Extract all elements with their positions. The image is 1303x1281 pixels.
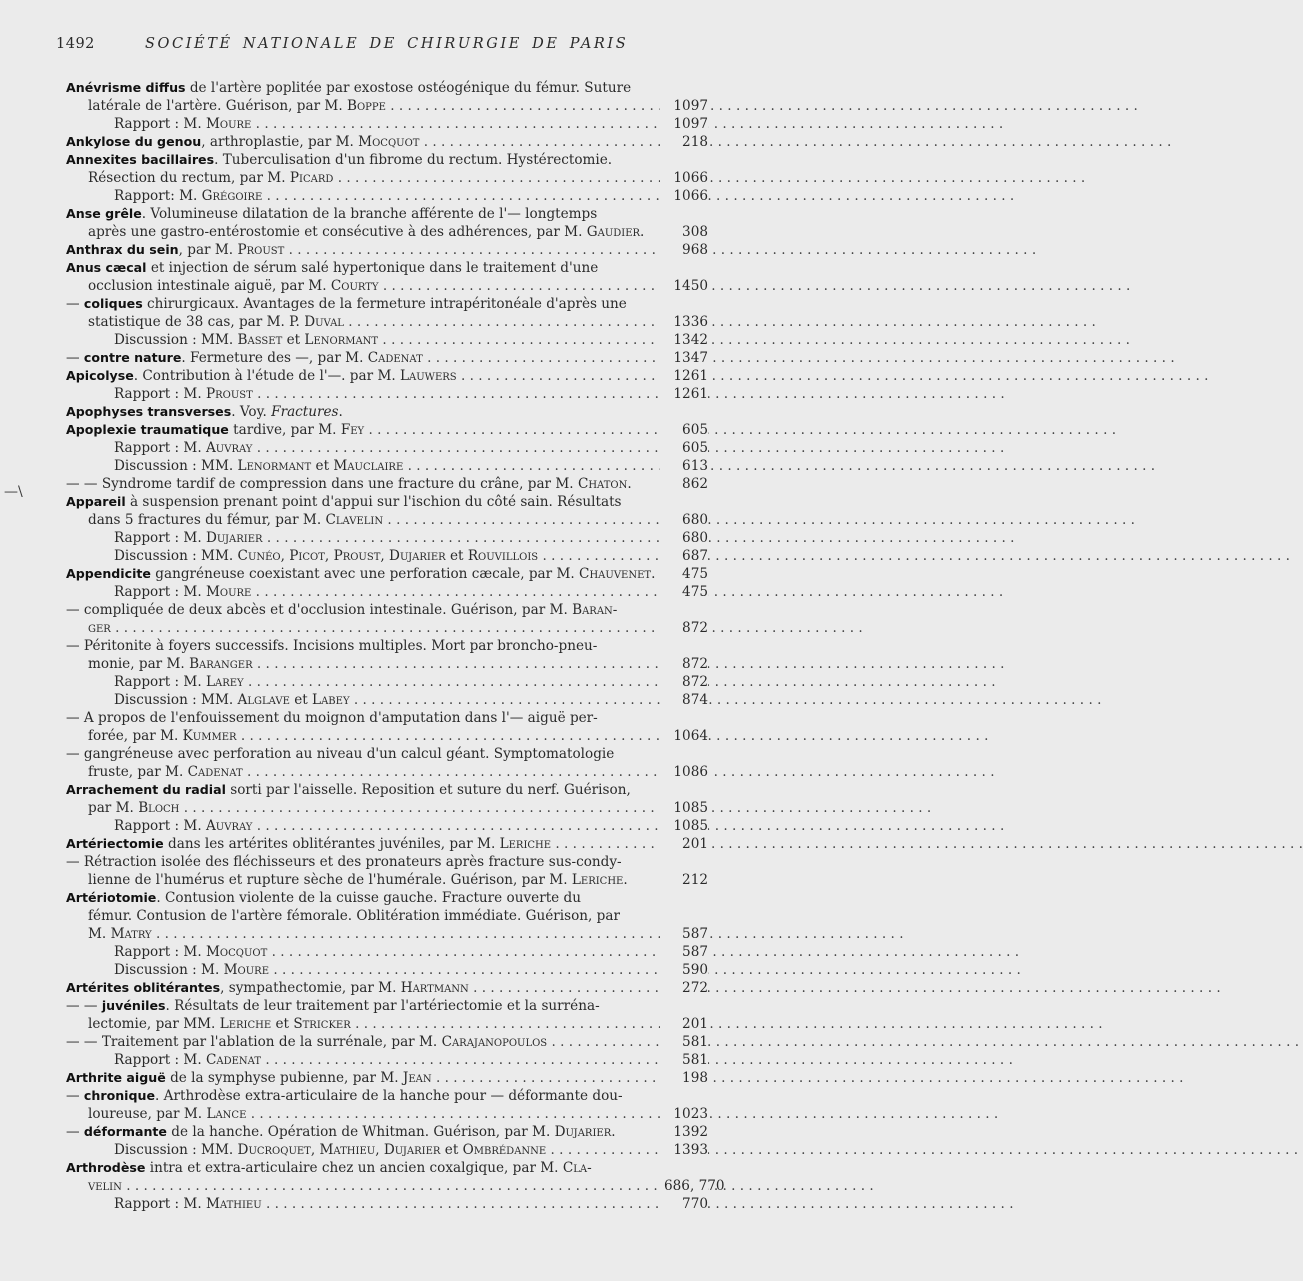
entry-text: monie, par M.: [88, 656, 190, 672]
entry-text: Discussion : MM.: [114, 332, 238, 348]
index-entry: [66, 205, 708, 241]
entry-keyword: Apoplexie traumatique: [66, 422, 229, 437]
entry-keyword: Annexites bacillaires: [66, 152, 215, 167]
entry-line: [66, 655, 708, 673]
entry-line: [66, 817, 708, 835]
index-entry: [66, 349, 708, 367]
author-name: Labey: [312, 692, 350, 708]
entry-keyword: coliques: [83, 296, 143, 311]
author-name: velin: [88, 1178, 122, 1194]
author-name: Basset: [237, 332, 283, 348]
author-name: Chaton: [577, 476, 628, 492]
entry-keyword: Anse grêle: [66, 206, 142, 221]
entry-line: [66, 331, 708, 349]
entry-text: — Rétraction isolée des fléchisseurs et des pronateurs après fracture sus-condy-: [66, 854, 622, 870]
entry-keyword: Appareil: [66, 494, 126, 509]
author-name: Dujarier: [205, 530, 263, 546]
author-name: Leriche: [499, 836, 552, 852]
entry-text: dans 5 fractures du fémur, par M.: [88, 512, 326, 528]
entry-text: Résection du rectum, par M.: [88, 170, 290, 186]
entry-text: fémur. Contusion de l'artère fémorale. Oblitération immédiate. Guérison, par: [88, 908, 620, 924]
entry-text: ,: [310, 1142, 320, 1158]
entry-text: Rapport : M.: [114, 818, 206, 834]
author-name: Clavelin: [325, 512, 384, 528]
entry-keyword: Artériectomie: [66, 836, 164, 851]
author-name: Kummer: [182, 728, 237, 744]
author-name: Lance: [206, 1106, 247, 1122]
entry-keyword: Arthrodèse: [66, 1160, 146, 1175]
entry-text: Fractures: [271, 404, 339, 420]
entry-text: —: [66, 1124, 84, 1140]
entry-text: lienne de l'humérus et rupture sèche de l'humérale. Guérison, par M.: [88, 872, 572, 888]
page-reference: 1064: [660, 727, 708, 745]
entry-line: [66, 709, 708, 727]
author-name: Courty: [330, 278, 379, 294]
entry-keyword: juvéniles: [101, 998, 166, 1013]
page-reference: 1261: [660, 367, 708, 385]
entry-text: . Résultats de leur traitement par l'artériectomie et la surréna-: [165, 998, 600, 1014]
entry-text: . Arthrodèse extra-articulaire de la hanche pour — déformante dou-: [155, 1088, 623, 1104]
author-name: Cadenat: [367, 350, 423, 366]
author-name: Proust: [237, 242, 285, 258]
entry-line: [66, 853, 708, 871]
entry-text: — gangréneuse avec perforation au niveau d'un calcul géant. Symptomatologie: [66, 746, 615, 762]
author-name: Baranger: [189, 656, 253, 672]
page-reference: 212: [660, 871, 708, 889]
entry-text: Rapport : M.: [114, 1196, 206, 1212]
page-reference: 872: [660, 619, 708, 637]
index-entries: [66, 79, 725, 1213]
author-name: Bloch: [138, 800, 180, 816]
entry-text: Discussion : MM.: [114, 1142, 238, 1158]
page-reference: 862: [660, 475, 708, 493]
page-reference: 874: [660, 691, 708, 709]
entry-text: et: [282, 332, 305, 348]
entry-text: dans les artérites oblitérantes juvéniles, par M.: [163, 836, 500, 852]
entry-keyword: Anévrisme diffus: [66, 80, 186, 95]
page-reference: 687: [660, 547, 708, 565]
entry-text: et: [289, 692, 313, 708]
entry-line: [66, 943, 708, 961]
entry-line: [66, 673, 708, 691]
page-reference: 198: [660, 1069, 708, 1087]
entry-text: loureuse, par M.: [88, 1106, 207, 1122]
entry-text: et: [271, 1016, 294, 1032]
margin-annotation: —\: [4, 484, 23, 500]
entry-text: — —: [66, 998, 102, 1014]
entry-text: Rapport : M.: [114, 386, 206, 402]
entry-line: [66, 169, 708, 187]
page-reference: 770: [660, 1195, 708, 1213]
entry-text: gangréneuse coexistant avec une perforation cæcale, par M.: [150, 566, 580, 582]
entry-keyword: Arthrite aiguë: [66, 1070, 166, 1085]
entry-text: ,: [380, 548, 390, 564]
entry-text: .: [640, 224, 645, 240]
entry-keyword: déformante: [83, 1124, 167, 1139]
entry-text: Rapport : M.: [114, 116, 206, 132]
entry-text: occlusion intestinale aiguë, par M.: [88, 278, 331, 294]
entry-text: ,: [375, 1142, 384, 1158]
index-entry: [66, 151, 708, 205]
author-name: ger: [88, 620, 111, 636]
entry-text: . Contribution à l'étude de l'—. par M.: [133, 368, 400, 384]
page-reference: 1086: [660, 763, 708, 781]
entry-line: [66, 151, 708, 169]
index-entry: [66, 889, 708, 979]
entry-text: .: [623, 872, 628, 888]
entry-line: [66, 1087, 708, 1105]
index-entry: [66, 241, 708, 259]
author-name: Ombrédanne: [462, 1142, 547, 1158]
page-reference: 1450: [660, 277, 708, 295]
entry-line: [66, 439, 708, 457]
entry-line: [66, 493, 708, 511]
author-name: Mathieu: [319, 1142, 376, 1158]
entry-text: statistique de 38 cas, par M. P.: [88, 314, 305, 330]
page-reference: 201: [660, 835, 708, 853]
author-name: Baran-: [572, 602, 618, 618]
entry-line: [66, 799, 708, 817]
author-name: Lenormant: [304, 332, 379, 348]
entry-line: [66, 133, 708, 151]
entry-line: [66, 385, 708, 403]
author-name: Boppe: [346, 98, 386, 114]
entry-keyword: Appendicite: [66, 566, 151, 581]
entry-keyword: Ankylose du genou: [66, 134, 202, 149]
entry-text: latérale de l'artère. Guérison, par M.: [88, 98, 347, 114]
entry-text: de la symphyse pubienne, par M.: [165, 1070, 403, 1086]
author-name: Picot: [289, 548, 325, 564]
entry-text: . Tuberculisation d'un fibrome du rectum. Hystérectomie.: [214, 152, 613, 168]
index-entry: [66, 79, 708, 133]
entry-line: [66, 997, 708, 1015]
page-reference: 201: [660, 1015, 708, 1033]
index-entry: [66, 421, 708, 493]
page-reference: 613: [660, 457, 708, 475]
entry-line: [66, 97, 708, 115]
index-entry: [66, 367, 708, 403]
entry-text: Discussion : MM.: [114, 692, 238, 708]
author-name: Cadenat: [187, 764, 243, 780]
author-name: Moure: [223, 962, 269, 978]
entry-text: . Contusion violente de la cuisse gauche. Fracture ouverte du: [156, 890, 581, 906]
page-reference: 1347: [660, 349, 708, 367]
entry-text: de l'artère poplitée par exostose ostéogénique du fémur. Suture: [185, 80, 632, 96]
entry-text: Rapport : M.: [114, 1052, 206, 1068]
entry-text: et: [311, 458, 334, 474]
page-reference: 308: [660, 223, 708, 241]
entry-line: [66, 1141, 708, 1159]
entry-text: ,: [280, 548, 290, 564]
entry-line: [66, 187, 708, 205]
entry-keyword: Anthrax du sein: [66, 242, 179, 257]
entry-line: [66, 259, 708, 277]
author-name: Duval: [304, 314, 344, 330]
entry-text: ,: [324, 548, 334, 564]
entry-keyword: Artérites oblitérantes: [66, 980, 221, 995]
index-entry: [66, 259, 708, 295]
author-name: Moure: [205, 584, 252, 600]
index-entry: [66, 133, 708, 151]
page-reference: 686, 770: [660, 1177, 708, 1195]
entry-text: Rapport : M.: [114, 530, 206, 546]
entry-line: [66, 763, 708, 781]
entry-line: [66, 295, 708, 313]
author-name: Dujarier: [389, 548, 446, 564]
author-name: Ducroquet: [237, 1142, 311, 1158]
entry-text: lectomie, par MM.: [88, 1016, 220, 1032]
entry-text: à suspension prenant point d'appui sur l'ischion du côté sain. Résultats: [125, 494, 622, 510]
entry-line: [66, 457, 708, 475]
page-reference: 680: [660, 511, 708, 529]
index-entry: [66, 835, 708, 889]
entry-text: . Fermeture des —, par M.: [181, 350, 368, 366]
page-reference: 581: [660, 1051, 708, 1069]
index-entry: [66, 1069, 708, 1159]
entry-line: [66, 1177, 725, 1195]
entry-text: . Volumineuse dilatation de la branche afférente de l'— longtemps: [141, 206, 598, 222]
author-name: Carajanopoulos: [441, 1034, 548, 1050]
entry-line: [66, 1159, 708, 1177]
entry-line: [66, 1015, 708, 1033]
entry-line: [66, 691, 708, 709]
entry-line: [66, 565, 708, 583]
page-reference: 581: [660, 1033, 708, 1051]
entry-line: [66, 907, 708, 925]
entry-line: [66, 223, 708, 241]
entry-text: —: [66, 296, 84, 312]
page-reference: 968: [660, 241, 708, 259]
page-reference: 475: [660, 583, 708, 601]
author-name: Mocquot: [358, 134, 420, 150]
entry-line: [66, 1123, 708, 1141]
page-reference: 587: [660, 925, 708, 943]
entry-line: [66, 349, 708, 367]
entry-text: — — Syndrome tardif de compression dans une fracture du crâne, par M.: [66, 476, 578, 492]
entry-text: —: [66, 1088, 84, 1104]
entry-text: .: [627, 476, 632, 492]
entry-text: fruste, par M.: [88, 764, 188, 780]
entry-keyword: Anus cæcal: [66, 260, 147, 275]
entry-line: [66, 475, 708, 493]
page-number: 1492: [56, 36, 95, 52]
author-name: Cadenat: [205, 1052, 262, 1068]
page-reference: 872: [660, 673, 708, 691]
entry-line: [66, 781, 708, 799]
entry-text: après une gastro-entérostomie et consécutive à des adhérences, par M.: [88, 224, 587, 240]
entry-text: Rapport : M.: [114, 584, 206, 600]
entry-keyword: Artériotomie: [66, 890, 157, 905]
entry-text: Discussion : MM.: [114, 458, 238, 474]
page-reference: 1085: [660, 799, 708, 817]
entry-line: [66, 637, 708, 655]
entry-text: .: [651, 566, 656, 582]
author-name: Picard: [289, 170, 334, 186]
author-name: Proust: [205, 386, 253, 402]
index-entry: [66, 1159, 725, 1213]
page-reference: 1097: [660, 97, 708, 115]
entry-text: Rapport: M.: [114, 188, 202, 204]
author-name: Leriche: [571, 872, 624, 888]
author-name: Leriche: [219, 1016, 272, 1032]
entry-text: — A propos de l'enfouissement du moignon d'amputation dans l'— aiguë per-: [66, 710, 598, 726]
entry-line: [66, 1051, 708, 1069]
entry-line: [66, 511, 708, 529]
page-reference: 587: [660, 943, 708, 961]
entry-line: [66, 979, 708, 997]
page-reference: 1261: [660, 385, 708, 403]
entry-text: — Péritonite à foyers successifs. Incisions multiples. Mort par broncho-pneu-: [66, 638, 598, 654]
page-reference: 1066: [660, 169, 708, 187]
entry-text: — compliquée de deux abcès et d'occlusion intestinale. Guérison, par M.: [66, 602, 573, 618]
author-name: Auvray: [205, 440, 253, 456]
running-title: SOCIÉTÉ NATIONALE DE CHIRURGIE DE PARIS: [145, 36, 629, 52]
entry-text: sorti par l'aisselle. Reposition et suture du nerf. Guérison,: [225, 782, 631, 798]
entry-text: par M.: [88, 800, 139, 816]
entry-text: .: [611, 1124, 616, 1140]
entry-text: et: [440, 1142, 463, 1158]
author-name: Cunéo: [237, 548, 281, 564]
index-entry: [66, 493, 708, 565]
entry-line: [66, 871, 708, 889]
entry-keyword: Arrachement du radial: [66, 782, 226, 797]
entry-text: , sympathectomie, par M.: [220, 980, 401, 996]
author-name: Dujarier: [554, 1124, 612, 1140]
entry-line: [66, 421, 708, 439]
entry-text: — — Traitement par l'ablation de la surrénale, par M.: [66, 1034, 442, 1050]
index-entry: [66, 781, 708, 835]
entry-line: [66, 601, 708, 619]
entry-line: [66, 619, 708, 637]
entry-text: intra et extra-articulaire chez un ancien coxalgique, par M.: [145, 1160, 563, 1176]
author-name: Auvray: [205, 818, 253, 834]
page-reference: 680: [660, 529, 708, 547]
entry-text: de la hanche. Opération de Whitman. Guérison, par M.: [166, 1124, 555, 1140]
entry-text: et: [445, 548, 468, 564]
author-name: Rouvillois: [467, 548, 539, 564]
author-name: Mocquot: [205, 944, 268, 960]
entry-text: M.: [88, 926, 111, 942]
author-name: Jean: [402, 1070, 432, 1086]
page-reference: 605: [660, 421, 708, 439]
entry-text: .: [338, 404, 343, 420]
author-name: Grégoire: [201, 188, 263, 204]
author-name: Chauvenet: [579, 566, 652, 582]
entry-text: tardive, par M.: [228, 422, 341, 438]
author-name: Moure: [205, 116, 252, 132]
page-reference: 475: [660, 565, 708, 583]
page-header: [0, 36, 800, 58]
index-entry: [66, 403, 708, 421]
entry-text: Rapport : M.: [114, 674, 206, 690]
entry-line: [66, 403, 708, 421]
entry-text: chirurgicaux. Avantages de la fermeture intrapéritonéale d'après une: [142, 296, 627, 312]
index-entry: [66, 295, 708, 349]
author-name: Fey: [340, 422, 365, 438]
entry-text: Discussion : M.: [114, 962, 224, 978]
author-name: Stricker: [293, 1016, 351, 1032]
page-reference: 218: [660, 133, 708, 151]
entry-line: [66, 835, 708, 853]
page-reference: 1097: [660, 115, 708, 133]
entry-line: [66, 745, 708, 763]
author-name: Proust: [333, 548, 381, 564]
page-reference: 1066: [660, 187, 708, 205]
entry-line: [66, 1069, 708, 1087]
index-entry: [66, 565, 708, 781]
page-reference: 605: [660, 439, 708, 457]
page-reference: 1393: [660, 1141, 708, 1159]
author-name: Alglave: [237, 692, 290, 708]
entry-text: Rapport : M.: [114, 944, 206, 960]
author-name: Matry: [110, 926, 152, 942]
page-reference: 872: [660, 655, 708, 673]
entry-text: . Voy.: [231, 404, 272, 420]
author-name: Cla-: [562, 1160, 592, 1176]
entry-line: [66, 367, 708, 385]
entry-line: [66, 79, 708, 97]
author-name: Lenormant: [237, 458, 312, 474]
entry-text: et injection de sérum salé hypertonique dans le traitement d'une: [146, 260, 599, 276]
entry-line: [66, 241, 708, 259]
page-reference: 1023: [660, 1105, 708, 1123]
page-reference: 272: [660, 979, 708, 997]
entry-keyword: chronique: [83, 1088, 156, 1103]
entry-line: [66, 313, 708, 331]
entry-line: [66, 889, 708, 907]
author-name: Dujarier: [383, 1142, 441, 1158]
entry-line: [66, 1105, 708, 1123]
entry-text: , arthroplastie, par M.: [201, 134, 359, 150]
entry-line: [66, 1033, 708, 1051]
page-reference: 1392: [660, 1123, 708, 1141]
entry-text: , par M.: [178, 242, 238, 258]
entry-text: forée, par M.: [88, 728, 183, 744]
entry-line: [66, 961, 708, 979]
entry-text: Rapport : M.: [114, 440, 206, 456]
author-name: Lauwers: [400, 368, 457, 384]
entry-line: [66, 529, 708, 547]
entry-text: Discussion : MM.: [114, 548, 238, 564]
author-name: Hartmann: [400, 980, 469, 996]
author-name: Mathieu: [205, 1196, 262, 1212]
entry-line: [66, 547, 708, 565]
index-entry: [66, 979, 708, 1069]
author-name: Gaudier: [586, 224, 641, 240]
entry-line: [66, 205, 708, 223]
entry-keyword: Apicolyse: [66, 368, 134, 383]
author-name: Larey: [205, 674, 244, 690]
entry-line: [66, 115, 708, 133]
page-reference: 590: [660, 961, 708, 979]
page-reference: 1342: [660, 331, 708, 349]
page-reference: 1085: [660, 817, 708, 835]
entry-keyword: contre nature: [83, 350, 182, 365]
entry-keyword: Apophyses transverses: [66, 404, 232, 419]
entry-text: —: [66, 350, 84, 366]
author-name: Mauclaire: [333, 458, 404, 474]
entry-line: [66, 1195, 708, 1213]
entry-line: [66, 727, 708, 745]
entry-line: [66, 925, 708, 943]
entry-line: [66, 583, 708, 601]
entry-line: [66, 277, 708, 295]
page-reference: 1336: [660, 313, 708, 331]
